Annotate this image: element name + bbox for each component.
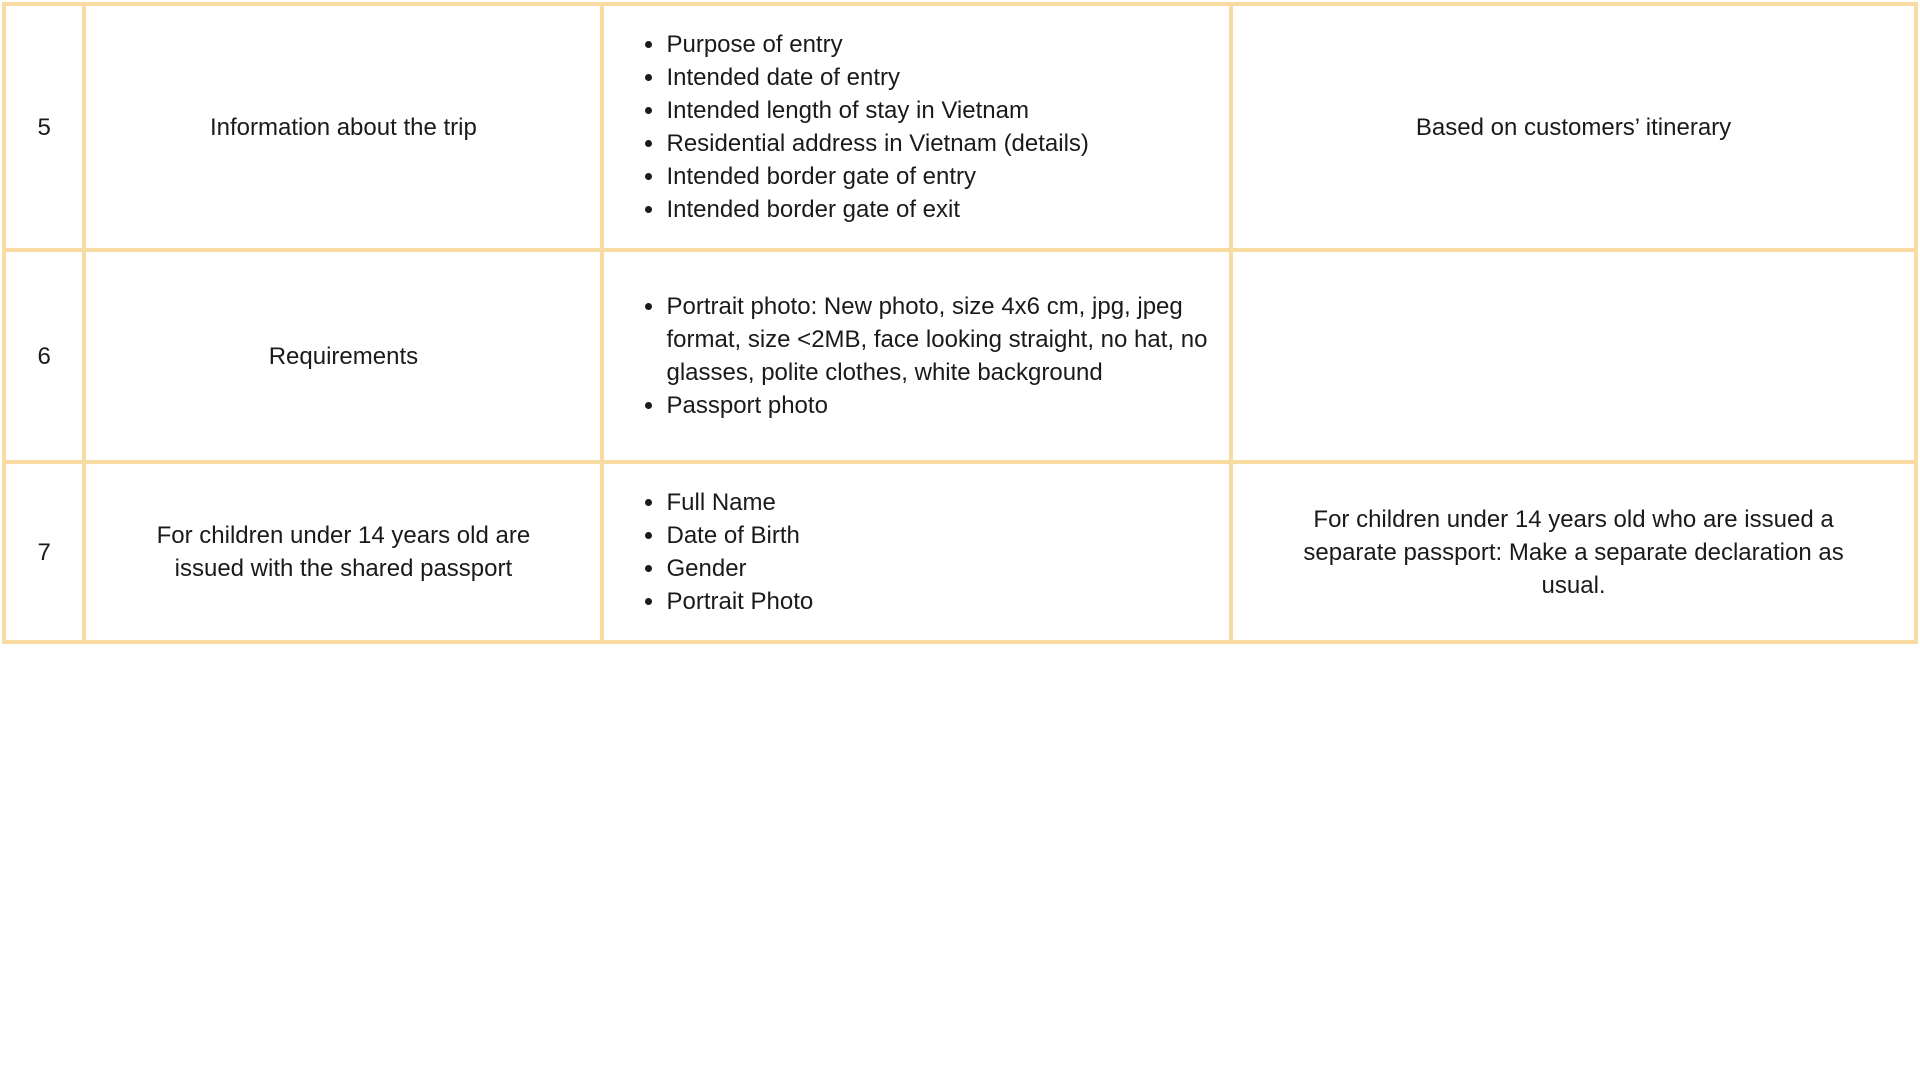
- list-item: • Intended length of stay in Vietnam: [666, 94, 1209, 127]
- list-item: • Intended border gate of exit: [666, 193, 1209, 226]
- list-item: • Purpose of entry: [666, 28, 1209, 61]
- details-list: [604, 290, 1209, 422]
- list-item: • Intended date of entry: [666, 61, 1209, 94]
- row-item: Information about the trip: [84, 4, 602, 250]
- table-row: [4, 462, 1916, 642]
- row-notes: For children under 14 years old who are issued a separate passport: Make a separate declaration as usual.: [1231, 462, 1916, 642]
- row-item: For children under 14 years old are issued with the shared passport: [84, 462, 602, 642]
- row-notes: [1231, 250, 1916, 462]
- row-notes: Based on customers’ itinerary: [1231, 4, 1916, 250]
- requirements-table: [2, 2, 1918, 644]
- list-item: • Portrait Photo: [666, 585, 1209, 618]
- list-item: • Residential address in Vietnam (details): [666, 127, 1209, 160]
- list-item: • Intended border gate of entry: [666, 160, 1209, 193]
- row-number: 7: [4, 462, 84, 642]
- details-list: [604, 486, 1209, 618]
- row-details: [602, 4, 1231, 250]
- row-details: [602, 250, 1231, 462]
- list-item: • Passport photo: [666, 389, 1209, 422]
- details-list: [604, 28, 1209, 226]
- table-row: [4, 250, 1916, 462]
- table-row: [4, 4, 1916, 250]
- row-details: [602, 462, 1231, 642]
- list-item: • Portrait photo: New photo, size 4x6 cm, jpg, jpeg format, size <2MB, face looking straight, no hat, no glasses, polite clothes, white background: [666, 290, 1209, 389]
- row-number: 5: [4, 4, 84, 250]
- row-number: 6: [4, 250, 84, 462]
- list-item: • Date of Birth: [666, 519, 1209, 552]
- list-item: • Full Name: [666, 486, 1209, 519]
- list-item: • Gender: [666, 552, 1209, 585]
- row-item: Requirements: [84, 250, 602, 462]
